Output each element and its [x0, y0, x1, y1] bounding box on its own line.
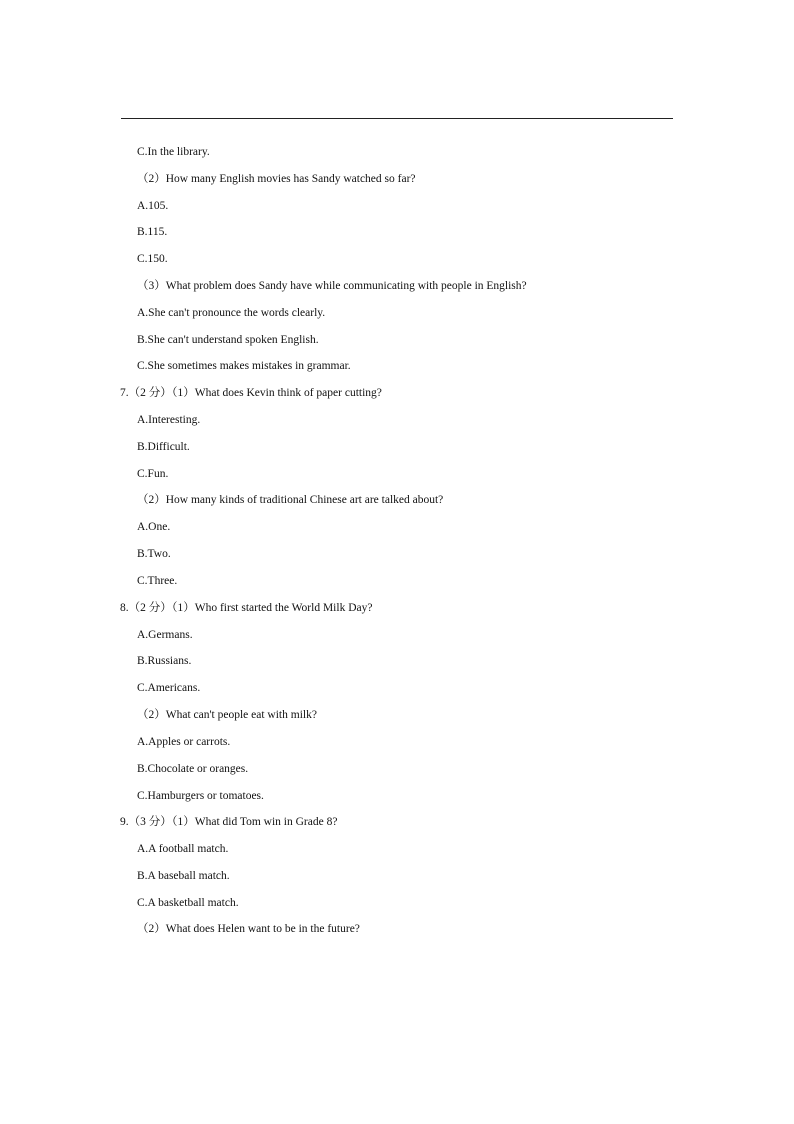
- option-b: B.Difficult.: [137, 441, 190, 453]
- option-c: C.Americans.: [137, 682, 201, 694]
- question-8: 8.（2 分）（1）Who first started the World Milk Day?: [120, 602, 373, 614]
- option-a: A.Apples or carrots.: [137, 736, 231, 748]
- sub-question: （2）What does Helen want to be in the future?: [137, 923, 360, 935]
- option-c: C.In the library.: [137, 146, 210, 158]
- option-a: A.Interesting.: [137, 414, 201, 426]
- option-c: C.She sometimes makes mistakes in grammar.: [137, 360, 351, 372]
- option-b: B.Chocolate or oranges.: [137, 763, 249, 775]
- option-a: A.One.: [137, 521, 171, 533]
- option-c: C.Three.: [137, 575, 178, 587]
- option-a: A.She can't pronounce the words clearly.: [137, 307, 326, 319]
- sub-question: （2）How many kinds of traditional Chinese art are talked about?: [137, 494, 444, 506]
- option-a: A.Germans.: [137, 629, 193, 641]
- option-a: A.105.: [137, 200, 169, 212]
- header-rule: [121, 118, 673, 119]
- option-c: C.150.: [137, 253, 168, 265]
- question-7: 7.（2 分）（1）What does Kevin think of paper cutting?: [120, 387, 382, 399]
- option-c: C.Fun.: [137, 468, 169, 480]
- option-c: C.A basketball match.: [137, 897, 239, 909]
- option-b: B.Two.: [137, 548, 171, 560]
- question-9: 9.（3 分）（1）What did Tom win in Grade 8?: [120, 816, 338, 828]
- option-b: B.Russians.: [137, 655, 192, 667]
- option-a: A.A football match.: [137, 843, 229, 855]
- option-b: B.A baseball match.: [137, 870, 230, 882]
- option-c: C.Hamburgers or tomatoes.: [137, 790, 264, 802]
- sub-question: （3）What problem does Sandy have while communicating with people in English?: [137, 280, 527, 292]
- sub-question: （2）What can't people eat with milk?: [137, 709, 317, 721]
- sub-question: （2）How many English movies has Sandy watched so far?: [137, 173, 416, 185]
- option-b: B.She can't understand spoken English.: [137, 334, 319, 346]
- option-b: B.115.: [137, 226, 168, 238]
